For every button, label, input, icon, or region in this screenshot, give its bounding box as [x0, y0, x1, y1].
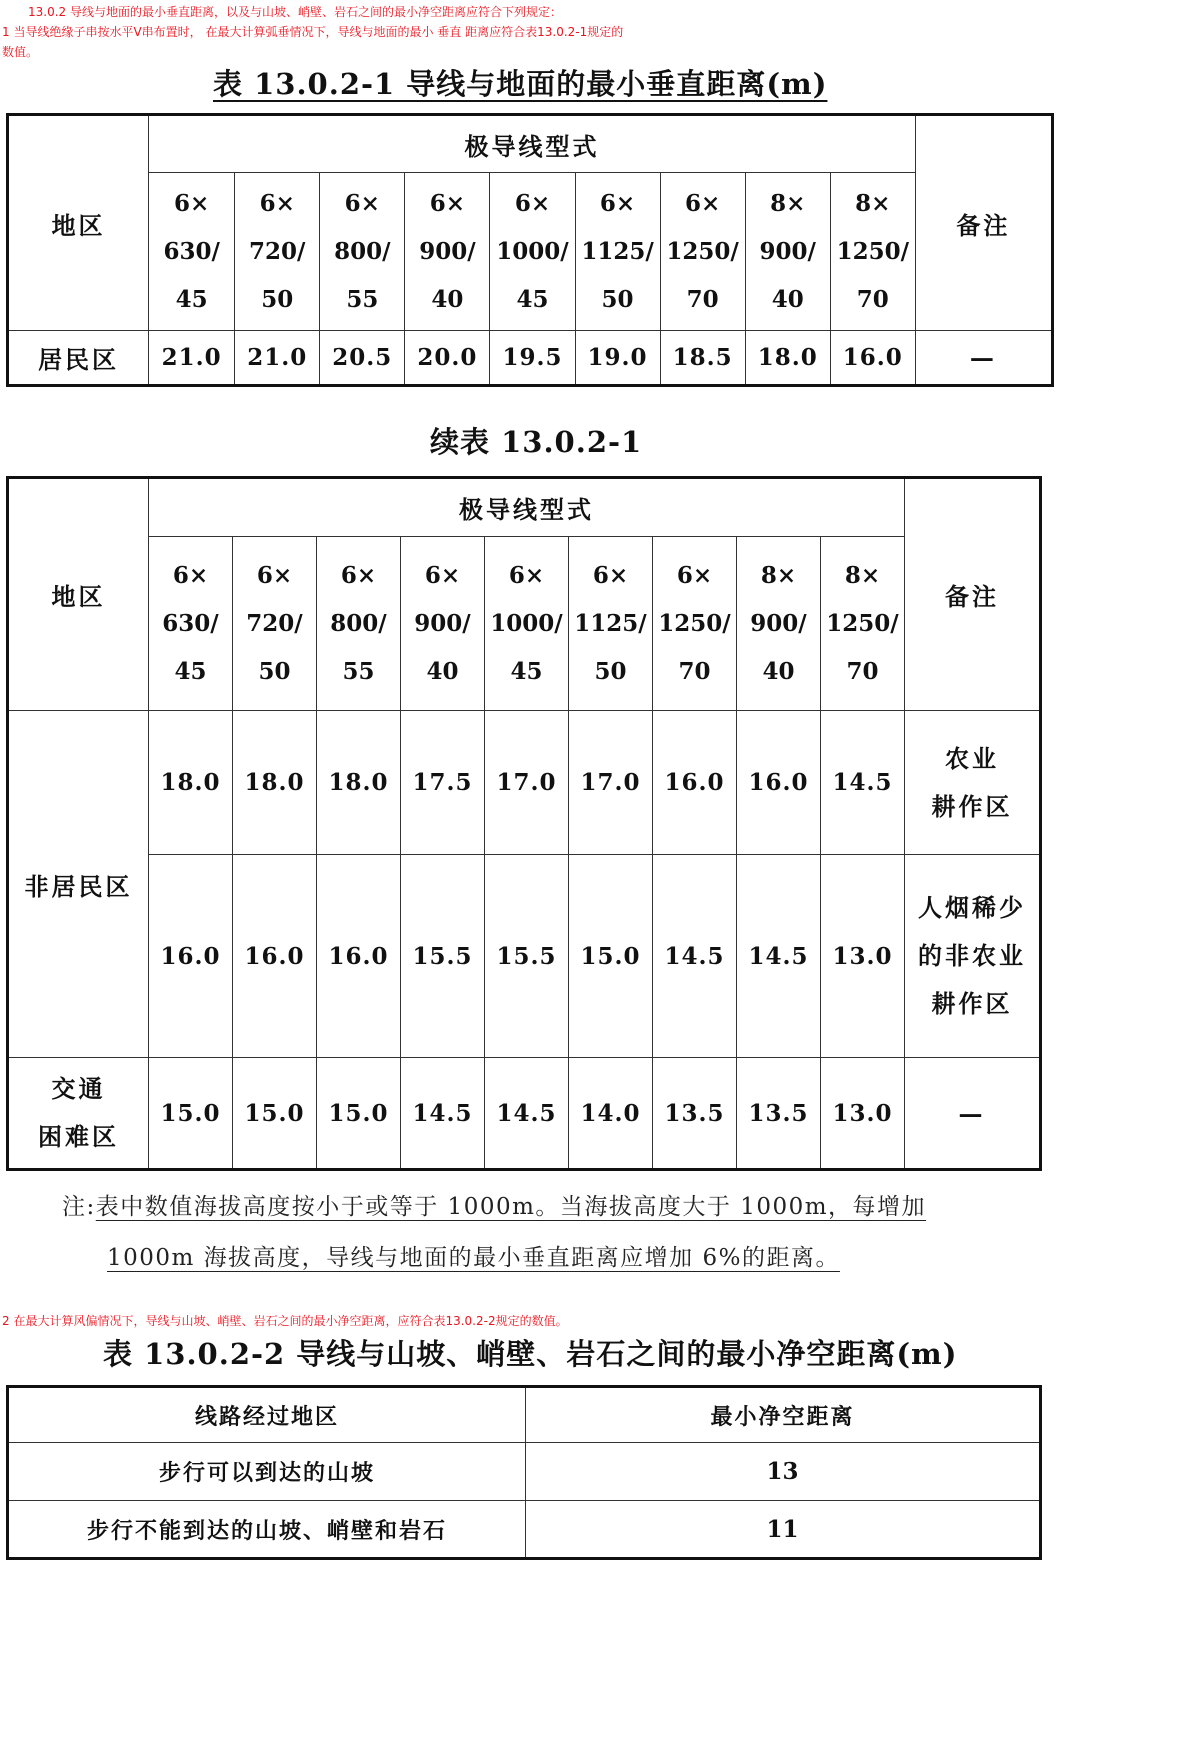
intro-2: 2 在最大计算风偏情况下，导线与山坡、峭壁、岩石之间的最小净空距离，应符合表13.0.2-2规定的数值。	[2, 1314, 568, 1328]
table-row	[8, 1058, 1041, 1170]
conductor-type: 6× 630/ 45	[149, 173, 235, 331]
conductor-type: 6× 1250/ 70	[660, 173, 745, 331]
remark-cell: —	[905, 1058, 1041, 1170]
conductor-type: 6× 1000/ 45	[485, 537, 569, 711]
table2-distance-cell: 13	[526, 1443, 1041, 1501]
value-cell: 14.0	[569, 1058, 653, 1170]
value-cell: 18.0	[149, 711, 233, 855]
table1-cont-caption: 续表 13.0.2-1	[430, 425, 643, 459]
value-cell: 14.5	[737, 855, 821, 1058]
area-cell: 非居民区	[8, 711, 149, 1058]
table-row	[8, 1501, 1041, 1559]
intro-line-3: 数值。	[2, 45, 39, 59]
value-cell: 14.5	[485, 1058, 569, 1170]
conductor-type: 6× 1125/ 50	[575, 173, 660, 331]
value-cell: 13.0	[821, 1058, 905, 1170]
table1-group-header: 极导线型式	[149, 115, 916, 173]
remark-cell: 农业 耕作区	[905, 711, 1041, 855]
table-row	[8, 331, 1053, 386]
conductor-type: 6× 720/ 50	[233, 537, 317, 711]
remark-cell: —	[915, 331, 1052, 386]
table1-cont-group-header: 极导线型式	[149, 478, 905, 537]
value-cell: 16.0	[317, 855, 401, 1058]
value-cell: 18.5	[660, 331, 745, 386]
conductor-type: 6× 1250/ 70	[653, 537, 737, 711]
table1-conductor-types	[8, 173, 1053, 331]
table2-area-cell: 步行可以到达的山坡	[8, 1443, 526, 1501]
value-cell: 18.0	[317, 711, 401, 855]
value-cell: 20.5	[320, 331, 405, 386]
value-cell: 15.0	[569, 855, 653, 1058]
conductor-type: 8× 900/ 40	[737, 537, 821, 711]
value-cell: 21.0	[235, 331, 320, 386]
conductor-type: 6× 800/ 55	[317, 537, 401, 711]
table-row	[8, 711, 1041, 855]
value-cell: 15.0	[149, 1058, 233, 1170]
table2	[6, 1385, 1042, 1560]
conductor-type: 8× 1250/ 70	[830, 173, 915, 331]
value-cell: 16.0	[830, 331, 915, 386]
remark-cell: 人烟稀少 的非农业 耕作区	[905, 855, 1041, 1058]
table1-cont	[6, 476, 1042, 1171]
value-cell: 13.5	[653, 1058, 737, 1170]
area-cell: 交通 困难区	[8, 1058, 149, 1170]
table1-caption: 表 13.0.2-1 导线与地面的最小垂直距离(m)	[213, 67, 828, 101]
conductor-type: 6× 900/ 40	[401, 537, 485, 711]
value-cell: 13.0	[821, 855, 905, 1058]
table-note	[62, 1182, 926, 1284]
value-cell: 15.5	[485, 855, 569, 1058]
value-cell: 14.5	[821, 711, 905, 855]
table1-cont-conductor-types	[8, 537, 1041, 711]
table-row	[8, 855, 1041, 1058]
table2-distance-cell: 11	[526, 1501, 1041, 1559]
table2-caption: 表 13.0.2-2 导线与山坡、峭壁、岩石之间的最小净空距离(m)	[103, 1337, 958, 1371]
value-cell: 13.5	[737, 1058, 821, 1170]
table-header-row	[8, 1387, 1041, 1443]
intro-line-2: 1 当导线绝缘子串按水平V串布置时， 在最大计算弧垂情况下，导线与地面的最小 垂直 距离应符合表13.0.2-1规定的	[2, 25, 624, 39]
value-cell: 17.5	[401, 711, 485, 855]
conductor-type: 8× 1250/ 70	[821, 537, 905, 711]
table2-header-distance: 最小净空距离	[526, 1387, 1041, 1443]
table1-remark-header: 备注	[915, 115, 1052, 331]
value-cell: 17.0	[485, 711, 569, 855]
table1-cont-remark-header: 备注	[905, 478, 1041, 711]
table2-header-area: 线路经过地区	[8, 1387, 526, 1443]
value-cell: 19.0	[575, 331, 660, 386]
value-cell: 14.5	[653, 855, 737, 1058]
value-cell: 18.0	[233, 711, 317, 855]
conductor-type: 6× 800/ 55	[320, 173, 405, 331]
conductor-type: 6× 1125/ 50	[569, 537, 653, 711]
table1-cont-area-header: 地区	[8, 478, 149, 711]
value-cell: 18.0	[745, 331, 830, 386]
value-cell: 17.0	[569, 711, 653, 855]
note-prefix: 注:	[62, 1194, 96, 1220]
value-cell: 19.5	[490, 331, 575, 386]
value-cell: 15.0	[233, 1058, 317, 1170]
value-cell: 15.5	[401, 855, 485, 1058]
value-cell: 15.0	[317, 1058, 401, 1170]
value-cell: 16.0	[149, 855, 233, 1058]
value-cell: 16.0	[233, 855, 317, 1058]
area-cell: 居民区	[8, 331, 149, 386]
conductor-type: 6× 900/ 40	[405, 173, 490, 331]
value-cell: 20.0	[405, 331, 490, 386]
conductor-type: 6× 1000/ 45	[490, 173, 575, 331]
value-cell: 21.0	[149, 331, 235, 386]
table1	[6, 113, 1054, 387]
value-cell: 14.5	[401, 1058, 485, 1170]
note-line-2: 1000m 海拔高度，导线与地面的最小垂直距离应增加 6%的距离。	[107, 1245, 840, 1271]
table-row	[8, 1443, 1041, 1501]
value-cell: 16.0	[737, 711, 821, 855]
table2-area-cell: 步行不能到达的山坡、峭壁和岩石	[8, 1501, 526, 1559]
value-cell: 16.0	[653, 711, 737, 855]
note-line-1: 表中数值海拔高度按小于或等于 1000m。当海拔高度大于 1000m，每增加	[95, 1194, 927, 1220]
conductor-type: 6× 720/ 50	[235, 173, 320, 331]
conductor-type: 8× 900/ 40	[745, 173, 830, 331]
table1-area-header: 地区	[8, 115, 149, 331]
intro-line-1: 13.0.2 导线与地面的最小垂直距离，以及与山坡、峭壁、岩石之间的最小净空距离应符合下列规定：	[28, 5, 562, 19]
conductor-type: 6× 630/ 45	[149, 537, 233, 711]
